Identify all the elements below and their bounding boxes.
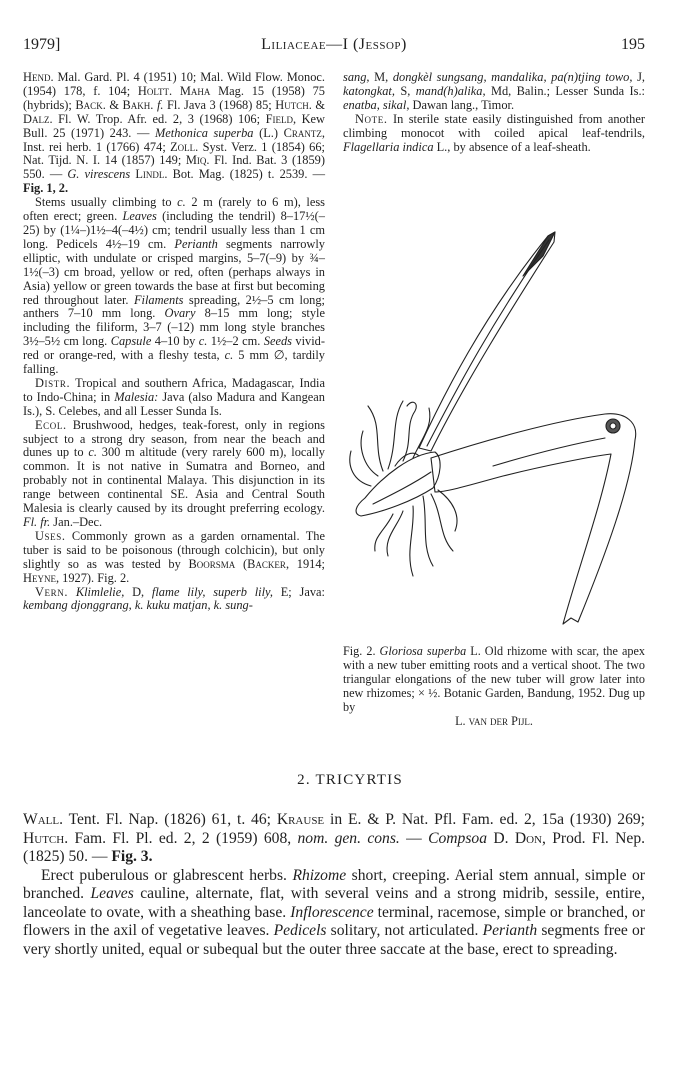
text-run: short, creeping. Aerial stem annual, simple or branched.	[23, 866, 645, 902]
text-run: vivid-red or orange-red, with a fleshy testa,	[23, 334, 325, 363]
text-run: Fig. 3.	[111, 848, 153, 865]
text-run: , Inst. rei herb. 1 (1766) 474;	[23, 125, 325, 154]
text-run: Crantz	[283, 125, 322, 140]
text-run: Don	[514, 829, 542, 847]
text-run: Fig. 1, 2.	[23, 181, 69, 196]
ecology-paragraph	[23, 419, 325, 530]
text-run: 5 mm ∅, tardily falling.	[23, 348, 325, 377]
text-run: , 1914;	[285, 556, 325, 571]
text-run: kembang djonggrang, k. kuku matjan, k. sung-	[23, 598, 253, 613]
text-run: Krause	[276, 811, 325, 828]
text-run: dongkèl sungsang, mandalika, pa(n)tjing towo,	[392, 70, 633, 84]
running-header	[23, 36, 645, 58]
text-run: Md, Balin.; Lesser Sunda Is.:	[485, 83, 645, 98]
rhizome-outline	[431, 414, 636, 624]
text-run: segments free or very shortly united, equal or subequal but the outer three saccate at the base, erect to spreading.	[23, 922, 646, 958]
text-run: cauline, alternate, flat, with several veins and a strong midrib, sessile, entire, lanceolate to ovate, with a sheathing base.	[23, 885, 645, 921]
text-run: Seeds	[263, 334, 292, 349]
text-run: G. virescens	[67, 167, 131, 182]
text-run: sang,	[343, 70, 370, 84]
text-run: c.	[198, 334, 208, 349]
text-run: Uses.	[35, 528, 66, 543]
text-run: Distr.	[35, 375, 71, 390]
text-run: .	[150, 97, 157, 112]
text-run: Heyne	[23, 570, 56, 585]
text-run: Back	[75, 97, 103, 112]
text-run: 8–15 mm long; style including the filiform, 3–7 (–12) mm long style branches 3½–5½ cm long.	[23, 306, 325, 349]
vernacular-paragraph	[23, 586, 325, 614]
text-run: Erect puberulous or glabrescent herbs.	[41, 866, 293, 884]
section-heading: 2. TRICYRTIS	[297, 772, 403, 788]
text-run: Gloriosa superba	[379, 644, 467, 658]
text-run: Backer	[247, 556, 286, 571]
text-run: L., by absence of a leaf-sheath.	[433, 139, 591, 154]
citation-paragraph	[23, 71, 325, 196]
text-run: .	[169, 83, 180, 98]
text-run: Perianth	[174, 236, 218, 251]
description-paragraph	[23, 196, 325, 377]
text-run: Methonica superba	[154, 125, 254, 140]
text-run: spreading, 2½–5 cm long; anthers 7–10 mm long.	[23, 292, 325, 321]
text-run	[68, 585, 76, 599]
text-run: 300 m altitude (very rarely 600 m), locally common. It is not native in Sumatra and Borneo, and probably not in continental Malaya. This disjunction in its range between continental SE. Asia and Central South Malesia is clearly caused by its drought preferring ecology.	[23, 445, 325, 516]
journal-year: 1979]	[23, 36, 61, 53]
text-run: Hutch	[23, 829, 65, 847]
text-run: Fl. Java 3 (1968) 85;	[163, 97, 276, 112]
text-run: Hend	[23, 70, 51, 84]
text-run: flame lily, superb lily,	[151, 584, 273, 599]
text-run: Flagellaria indica	[343, 139, 434, 154]
text-run: In sterile state easily distinguished from another climbing monocot with coiled apical leaf-tendrils,	[343, 111, 645, 140]
rhizome-illustration	[343, 226, 645, 636]
text-run: Klimlelie,	[75, 584, 125, 599]
text-run: Maha	[179, 83, 211, 98]
text-run: Field	[265, 111, 293, 126]
text-run: c.	[224, 348, 234, 363]
page-number: 195	[621, 36, 645, 53]
text-run: Inflorescence	[290, 903, 374, 921]
rhizome-inner	[493, 438, 605, 466]
text-run: , Kew Bull. 25 (1971) 243. —	[23, 111, 325, 140]
text-run: Lindl	[135, 167, 165, 182]
vernacular-continued	[343, 71, 645, 113]
text-run: c.	[88, 445, 97, 460]
text-run: —	[399, 829, 429, 847]
text-run: Malesia:	[114, 389, 159, 404]
text-run: Leaves	[90, 885, 134, 902]
text-run: J,	[632, 70, 645, 84]
text-run: Boorsma	[188, 556, 236, 571]
text-run: Pedicels	[273, 922, 327, 939]
text-run: (L.)	[253, 125, 284, 140]
text-run: Hutch	[275, 97, 309, 112]
text-run: segments narrowly elliptic, with undulate or crisped margins, 5–7(–9) by ¾–1½(–3) cm broad, yellow or red, often (perhaps always in Asia) yellow or green towards the base at first but becoming red throughout later.	[23, 236, 325, 307]
text-run: Commonly grown as a garden ornamental. The tuber is said to be poisonous (through colchicin), but only slightly so as was tested by	[23, 528, 325, 571]
text-run: , 1927). Fig. 2.	[55, 570, 130, 585]
text-run: Jan.–Dec.	[50, 515, 103, 529]
genus-citation	[23, 811, 645, 867]
text-run: Java (also Madura and Kangean Is.), S. Celebes, and all Lesser Sunda Is.	[23, 389, 326, 418]
text-run: D,	[124, 584, 152, 599]
text-run: Stems usually climbing to	[35, 195, 178, 210]
uses-paragraph	[23, 530, 325, 586]
text-run: mand(h)alika,	[415, 83, 486, 98]
text-run: Fl. fr.	[23, 515, 51, 529]
text-run: . Fam. Fl. Pl. ed. 2, 2 (1959) 608,	[64, 829, 298, 847]
text-run: Dawan lang., Timor.	[409, 97, 515, 112]
text-run: Holtt	[137, 83, 170, 98]
text-run: . Fl. W. Trop. Afr. ed. 2, 3 (1968) 106;	[49, 111, 266, 126]
text-run: Bakh	[122, 97, 151, 112]
right-column	[343, 71, 645, 154]
shoot-vein	[427, 240, 549, 446]
text-run: . &	[308, 97, 325, 112]
text-run: Mag. 15 (1958) 75 (hybrids);	[23, 83, 325, 112]
text-run: Wall	[23, 811, 60, 828]
text-run: L. Old rhizome with scar, the apex with a new tuber emitting roots and a vertical shoot. The two triangular elongations of the new tuber will grow later into new rhizomes; × ½. Botanic Garden, Bandung, 1952. Dug up by	[343, 644, 645, 714]
text-run: . &	[102, 97, 123, 112]
caption-credit: L. van der Pijl.	[455, 714, 533, 728]
figure-caption	[343, 644, 645, 728]
text-run: Ovary	[164, 306, 196, 321]
distribution-paragraph	[23, 377, 325, 419]
text-run: S,	[394, 83, 416, 98]
text-run: in E. & P. Nat. Pfl. Fam. ed. 2, 15a (1930) 269;	[324, 811, 645, 828]
genus-section	[23, 811, 645, 959]
text-run: E; Java:	[272, 584, 325, 599]
text-run: 4–10 by	[151, 334, 199, 349]
text-run: M,	[369, 70, 393, 84]
text-run: (	[235, 556, 248, 571]
text-run: Zoll	[170, 139, 196, 154]
text-run: enatba, sikal,	[343, 97, 410, 112]
text-run: 1½–2 cm.	[207, 334, 264, 349]
text-run: . Tent. Fl. Nap. (1826) 61, t. 46;	[59, 811, 277, 828]
text-run: (including the tendril) 8–17½(–25) by (1¼–)1½–4(–4½) cm; tendril usually less than 1 cm long. Pedicels 4½–19 cm.	[23, 209, 325, 251]
running-title: Liliaceae—I (Jessop)	[261, 36, 407, 53]
text-run: , Prod. Fl. Nep. (1825) 50. —	[23, 829, 646, 865]
left-column	[23, 71, 325, 613]
genus-description	[23, 867, 645, 960]
text-run: Capsule	[110, 334, 152, 349]
text-run: . Mal. Gard. Pl. 4 (1951) 10; Mal. Wild Flow. Monoc. (1954) 178, f. 104;	[23, 70, 325, 98]
caption-text	[343, 644, 645, 714]
text-run: . Syst. Verz. 1 (1854) 66; Nat. Tijd. N. I. 14 (1857) 149;	[23, 139, 325, 168]
text-run: Compsoa	[428, 829, 487, 847]
text-run: c.	[177, 195, 186, 210]
text-run: D.	[487, 829, 515, 847]
text-run: Note.	[355, 111, 388, 126]
text-run: . Fl. Ind. Bat. 3 (1859) 550. —	[23, 153, 325, 182]
text-run: Leaves	[122, 209, 157, 224]
text-run: nom. gen. cons.	[297, 829, 400, 847]
text-run: katongkat,	[343, 83, 395, 98]
text-run: Brushwood, hedges, teak-forest, only in regions subject to a strong dry season, from near the beach and dunes up to	[23, 417, 325, 460]
text-run: f.	[156, 97, 164, 112]
text-run: Fig. 2.	[343, 644, 380, 658]
text-run: terminal, racemose, simple or branched, or flowers in the axil of vegetative leaves.	[23, 903, 646, 939]
text-run: solitary, not articulated.	[326, 922, 483, 939]
text-run: Vern.	[35, 584, 69, 599]
text-run: Filaments	[133, 292, 184, 307]
note-paragraph	[343, 113, 645, 155]
text-run: Ecol.	[35, 417, 67, 432]
text-run: . Bot. Mag. (1825) t. 2539. —	[164, 167, 325, 182]
text-run: Dalz	[23, 111, 50, 126]
text-run: Rhizome	[292, 866, 347, 884]
text-run: Perianth	[482, 922, 538, 939]
text-run: Tropical and southern Africa, Madagascar, India to Indo-China; in	[23, 375, 325, 404]
text-run: Miq	[185, 153, 207, 168]
text-run: 2 m (rarely to 6 m), less often erect; green.	[23, 195, 325, 224]
root	[368, 406, 383, 471]
